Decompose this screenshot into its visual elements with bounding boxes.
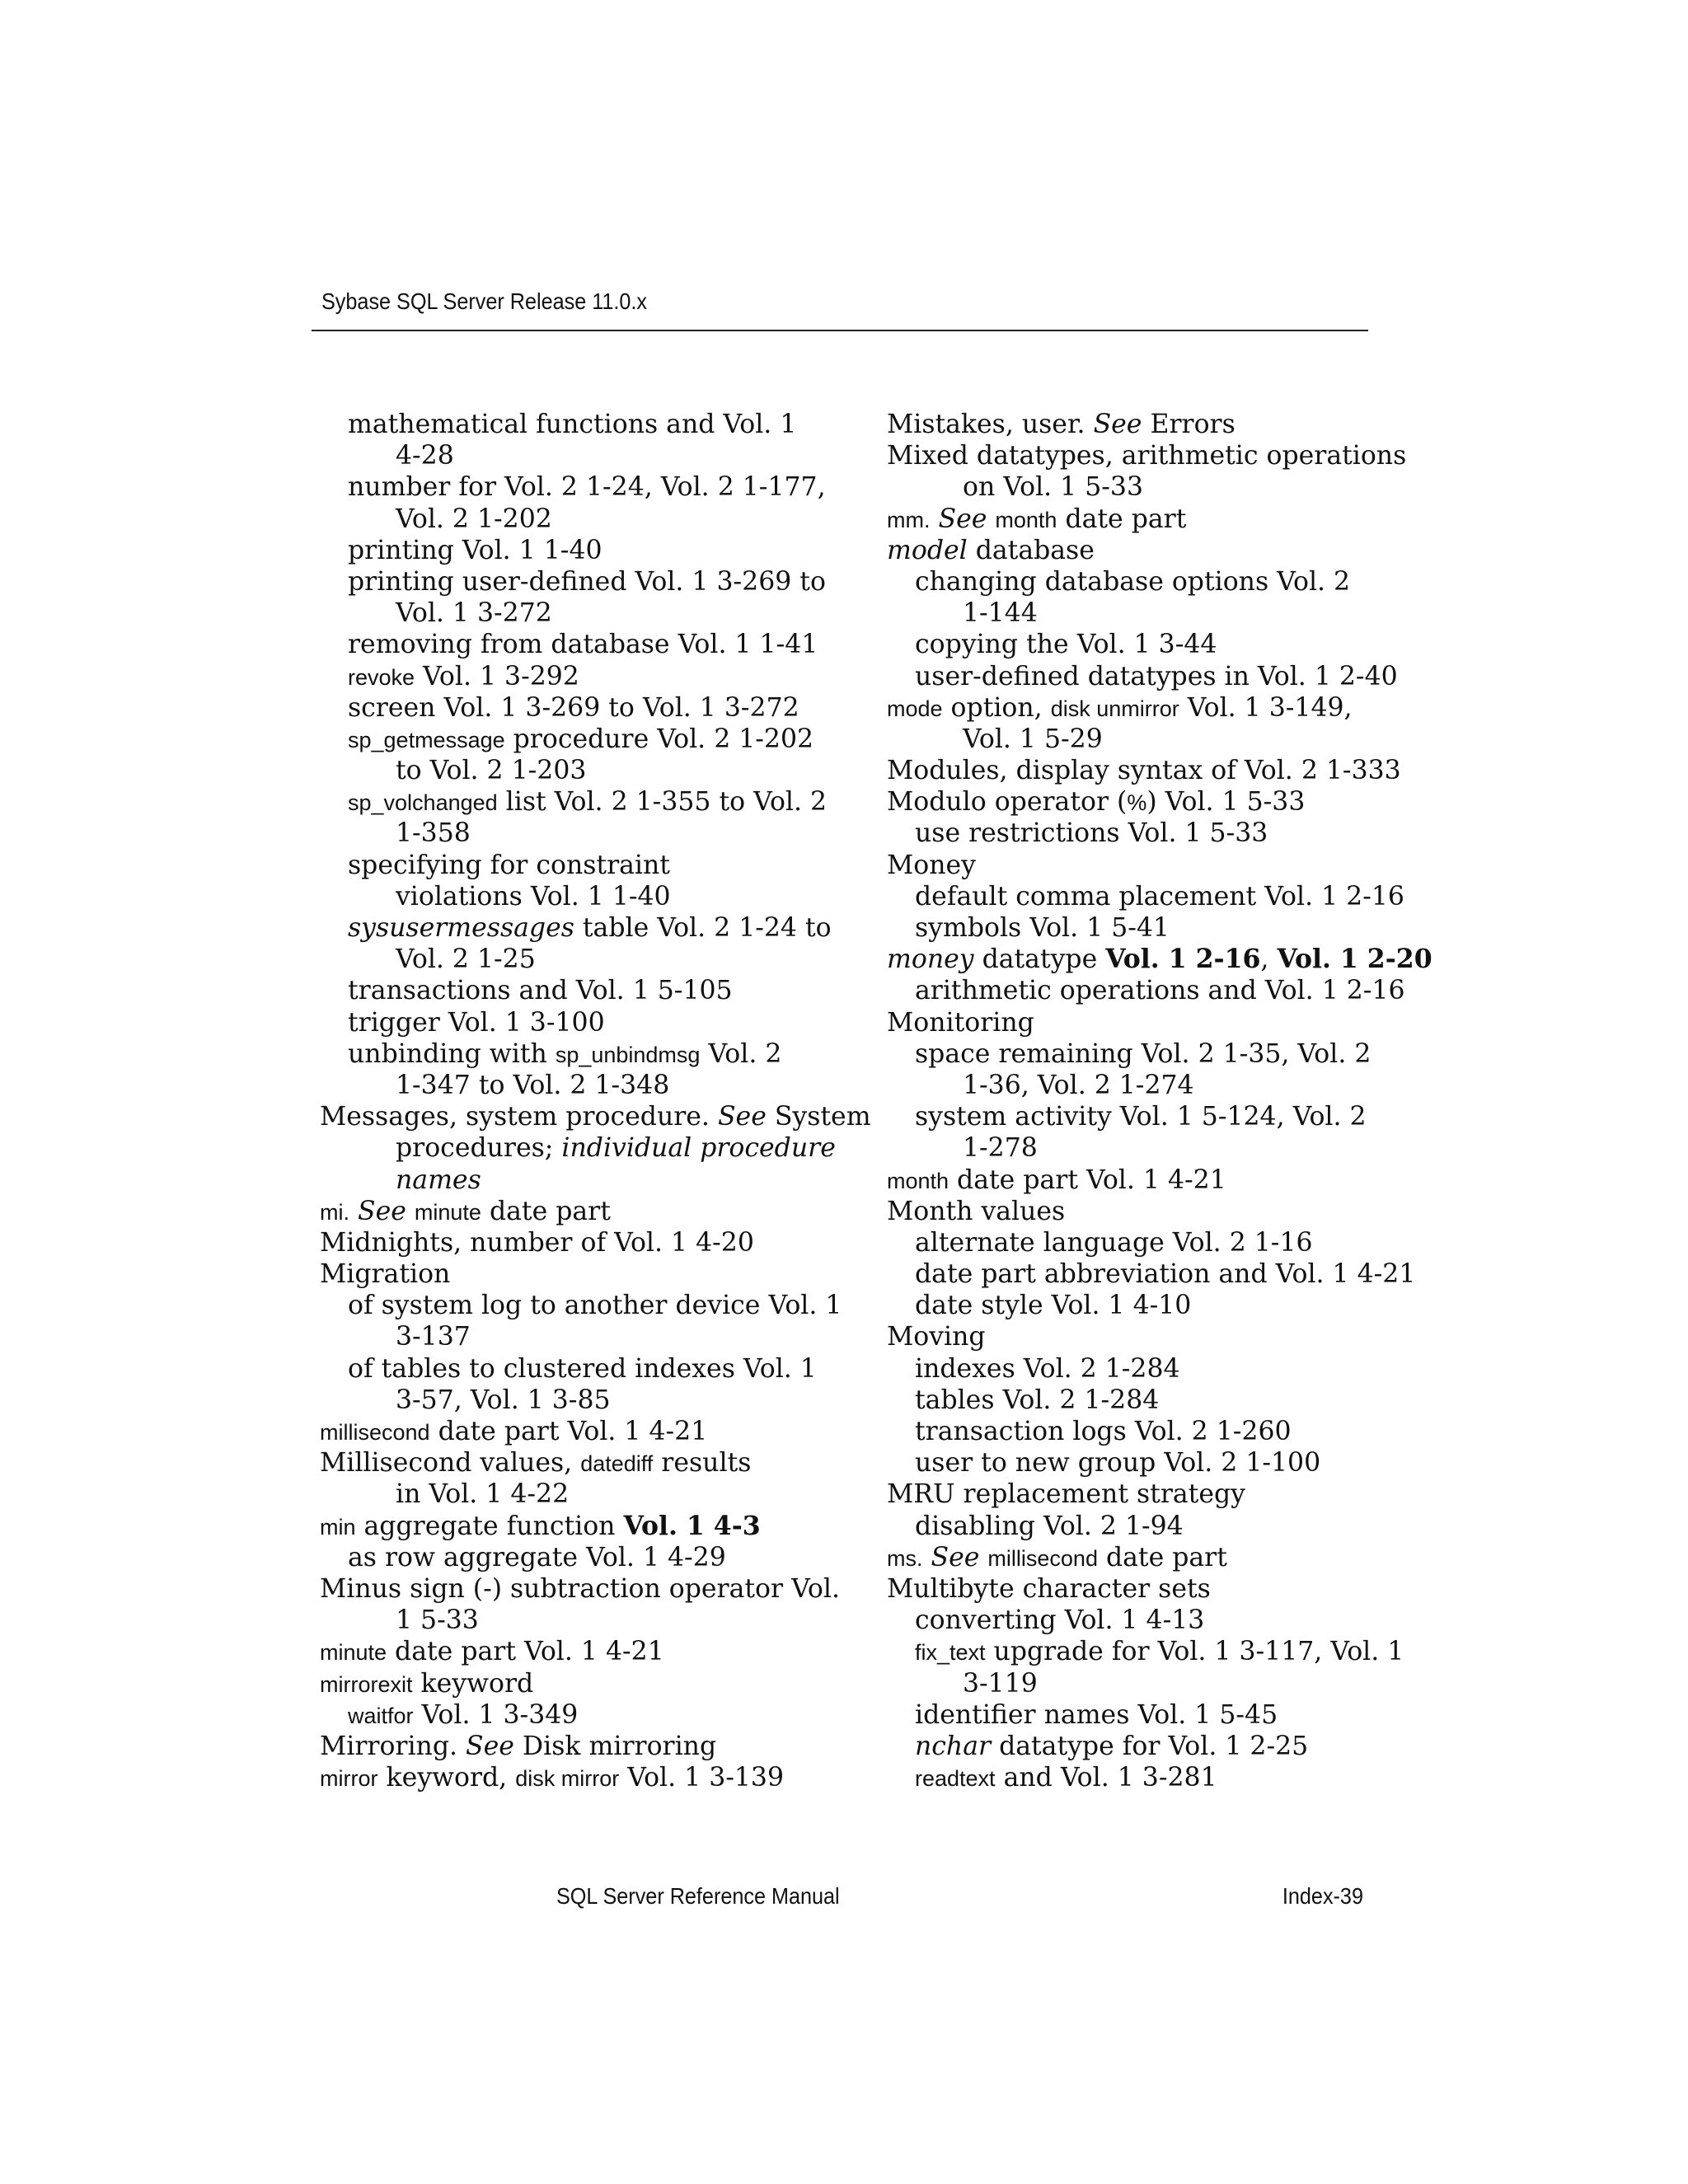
index-text: date part Vol. 1 4-21 <box>949 1165 1226 1195</box>
index-text: keyword, <box>377 1763 516 1793</box>
index-text: identifier names Vol. 1 5-45 <box>915 1699 1278 1730</box>
index-subentry <box>887 724 1381 755</box>
index-text: Modulo operator ( <box>887 787 1128 818</box>
index-text: default comma placement Vol. 1 2-16 <box>915 881 1404 912</box>
index-subentry <box>887 1132 1381 1164</box>
index-text <box>987 504 995 534</box>
index-text: , <box>1260 944 1278 975</box>
index-text: to Vol. 2 1-203 <box>396 756 587 786</box>
index-text: ) Vol. 1 5-33 <box>1146 787 1306 818</box>
index-text: date part abbreviation and Vol. 1 4-21 <box>915 1259 1416 1290</box>
index-text: symbols Vol. 1 5-41 <box>915 913 1170 943</box>
index-text: changing database options Vol. 2 <box>915 566 1351 597</box>
index-text: month <box>995 507 1057 532</box>
index-text: specifying for constraint <box>348 850 670 880</box>
index-text: procedures; <box>396 1133 562 1164</box>
index-entry <box>320 1101 871 1132</box>
index-text: Errors <box>1142 410 1236 439</box>
index-subentry <box>887 1447 1381 1479</box>
index-text: See <box>466 1731 514 1761</box>
index-subentry <box>320 661 831 692</box>
index-subentry <box>320 440 831 471</box>
index-text: upgrade for Vol. 1 3-117, Vol. 1 <box>985 1637 1404 1667</box>
index-text: Mirroring. <box>320 1731 467 1761</box>
index-text: mirrorexit <box>320 1671 413 1697</box>
index-subentry <box>887 566 1381 598</box>
index-text: date style Vol. 1 4-10 <box>915 1291 1192 1321</box>
index-text: Vol. 2 <box>700 1038 782 1069</box>
index-text: indexes Vol. 2 1-284 <box>915 1353 1180 1384</box>
index-subentry <box>320 818 831 849</box>
index-column-right <box>887 409 1432 1793</box>
index-text: database <box>967 535 1095 565</box>
index-entry <box>887 692 1381 724</box>
index-text: disabling Vol. 2 1-94 <box>915 1511 1184 1541</box>
index-text: results <box>653 1448 752 1479</box>
index-text: Migration <box>320 1259 451 1290</box>
index-text: 1-358 <box>396 818 471 849</box>
index-text: screen Vol. 1 3-269 to Vol. 1 3-272 <box>348 692 799 723</box>
index-text: Vol. 1 2-16 <box>1105 944 1261 975</box>
index-text: names <box>396 1165 481 1195</box>
index-text: % <box>1127 790 1147 816</box>
index-entry <box>887 440 1407 471</box>
index-subentry <box>320 850 831 881</box>
index-text: See <box>1093 410 1142 439</box>
index-subentry <box>887 881 1404 912</box>
index-text: disk unmirror <box>1050 696 1179 721</box>
index-text: user-defined datatypes in Vol. 1 2-40 <box>915 661 1398 691</box>
index-entry <box>887 504 1381 535</box>
index-text: user to new group Vol. 2 1-100 <box>915 1448 1321 1479</box>
index-text: money <box>887 944 974 975</box>
index-subentry <box>320 1290 842 1321</box>
index-entry <box>887 1321 1381 1352</box>
index-subentry <box>887 598 1381 629</box>
index-subentry <box>887 1038 1381 1070</box>
index-subentry <box>320 535 831 566</box>
index-text: Multibyte character sets <box>887 1573 1211 1604</box>
index-text: of system log to another device Vol. 1 <box>348 1291 842 1321</box>
index-text: nchar <box>915 1731 992 1761</box>
footer-manual-title: SQL Server Reference Manual <box>556 1883 840 1909</box>
index-text: unbinding with <box>348 1038 556 1069</box>
index-entry <box>320 1731 831 1762</box>
index-text: date part <box>1097 1542 1227 1572</box>
index-subentry <box>320 786 831 818</box>
index-entry <box>320 1636 831 1667</box>
footer-page-number: Index-39 <box>1282 1883 1363 1909</box>
index-text: sp_unbindmsg <box>555 1042 701 1067</box>
index-text: keyword <box>412 1668 534 1699</box>
index-column-left <box>320 409 871 1793</box>
index-text: Vol. 1 4-3 <box>623 1510 761 1541</box>
index-entry <box>887 755 1401 786</box>
index-subentry <box>887 1762 1381 1793</box>
index-text: date part Vol. 1 4-21 <box>387 1637 664 1667</box>
index-text: mathematical functions and Vol. 1 <box>348 410 797 439</box>
index-text: 1-36, Vol. 2 1-274 <box>963 1070 1194 1100</box>
index-entry <box>320 1227 831 1258</box>
index-text: See <box>931 1542 980 1572</box>
index-subentry <box>887 975 1405 1006</box>
index-text: arithmetic operations and Vol. 1 2-16 <box>915 976 1405 1006</box>
index-text: Vol. 2 1-202 <box>396 504 552 534</box>
index-text: fix_text <box>915 1640 986 1666</box>
index-text: space remaining Vol. 2 1-35, Vol. 2 <box>915 1038 1372 1069</box>
index-text: date part <box>481 1196 611 1226</box>
index-text: minute <box>320 1640 387 1666</box>
index-text: trigger Vol. 1 3-100 <box>348 1007 605 1038</box>
index-subentry <box>887 1668 1381 1699</box>
index-entry <box>320 1511 831 1542</box>
index-entry <box>320 1447 831 1479</box>
index-subentry <box>887 1353 1381 1385</box>
index-text: date part <box>1057 504 1187 534</box>
index-text: tables Vol. 2 1-284 <box>915 1385 1160 1415</box>
index-subentry <box>320 1353 831 1385</box>
index-subentry <box>320 944 831 975</box>
index-text: Moving <box>887 1322 986 1352</box>
index-text: 1 5-33 <box>396 1605 479 1636</box>
index-text: minute <box>414 1199 481 1225</box>
index-text: See <box>717 1102 767 1132</box>
index-text: of tables to clustered indexes Vol. 1 <box>348 1353 817 1384</box>
index-text: Vol. 2 1-25 <box>396 944 536 975</box>
index-text: Millisecond values, <box>320 1448 581 1479</box>
index-text: individual procedure <box>561 1133 836 1164</box>
index-text: readtext <box>915 1766 996 1792</box>
index-text: mm. <box>887 507 931 532</box>
index-subentry <box>320 881 831 912</box>
index-entry <box>887 850 1381 881</box>
index-subentry <box>320 1699 831 1731</box>
index-entry <box>887 1165 1381 1196</box>
index-subentry <box>887 912 1381 944</box>
index-subentry <box>320 629 831 660</box>
index-subentry <box>887 1070 1381 1101</box>
index-text: mi. <box>320 1199 349 1225</box>
index-text: 1-278 <box>963 1133 1038 1164</box>
index-text: 1-144 <box>963 598 1038 629</box>
index-subentry <box>320 566 831 598</box>
index-text: System <box>766 1102 871 1132</box>
index-text: option, <box>942 692 1051 723</box>
index-subentry <box>320 471 831 503</box>
index-subentry <box>320 1165 831 1196</box>
index-text: disk mirror <box>515 1766 620 1792</box>
index-text: removing from database Vol. 1 1-41 <box>348 630 818 660</box>
index-text: aggregate function <box>355 1511 624 1541</box>
index-subentry <box>320 1132 836 1164</box>
index-text: Disk mirroring <box>513 1731 717 1761</box>
index-text: copying the Vol. 1 3-44 <box>915 630 1217 660</box>
index-text: See <box>938 504 987 534</box>
index-entry <box>887 535 1381 566</box>
index-entry <box>320 1196 831 1227</box>
index-text: alternate language Vol. 2 1-16 <box>915 1227 1313 1258</box>
index-subentry <box>320 1038 831 1070</box>
index-text <box>979 1543 987 1572</box>
index-text: Vol. 1 3-272 <box>396 598 552 629</box>
index-subentry <box>887 1699 1381 1731</box>
index-text: sp_getmessage <box>348 727 505 752</box>
index-text: converting Vol. 1 4-13 <box>915 1605 1205 1636</box>
index-text: mode <box>887 696 943 721</box>
index-text: use restrictions Vol. 1 5-33 <box>915 818 1268 849</box>
index-entry <box>320 1258 831 1290</box>
index-text: month <box>887 1168 950 1193</box>
index-text: Vol. 1 5-29 <box>963 724 1103 754</box>
index-text: Messages, system procedure. <box>320 1102 718 1132</box>
index-text: min <box>320 1514 356 1540</box>
index-subentry <box>887 1605 1381 1636</box>
index-text: datatype <box>973 944 1106 975</box>
index-entry <box>320 1762 831 1793</box>
index-text: Minus sign (-) subtraction operator Vol. <box>320 1573 840 1604</box>
index-text: Vol. 1 3-149, <box>1179 692 1353 723</box>
index-text: 3-119 <box>963 1668 1038 1699</box>
index-text: revoke <box>348 664 415 690</box>
index-text <box>930 504 938 534</box>
index-subentry <box>320 1321 831 1352</box>
index-subentry <box>320 692 831 724</box>
index-text: Mistakes, user. <box>887 410 1094 439</box>
index-text: See <box>358 1196 406 1226</box>
index-subentry <box>887 629 1381 660</box>
index-entry <box>887 944 1432 975</box>
index-subentry <box>887 1636 1404 1667</box>
index-text: millisecond <box>320 1420 430 1445</box>
index-entry <box>320 1416 831 1447</box>
index-subentry <box>887 1101 1381 1132</box>
index-text: mirror <box>320 1766 378 1792</box>
index-subentry <box>887 1227 1381 1258</box>
index-text: on Vol. 1 5-33 <box>963 472 1144 503</box>
index-text: list Vol. 2 1-355 to Vol. 2 <box>497 787 828 818</box>
index-text: in Vol. 1 4-22 <box>396 1479 570 1510</box>
index-text: 1-347 to Vol. 2 1-348 <box>396 1070 670 1100</box>
index-text: Month values <box>887 1196 1066 1226</box>
index-text: ms. <box>887 1545 923 1571</box>
index-entry <box>887 786 1381 818</box>
index-subentry <box>320 724 831 755</box>
index-text: Mixed datatypes, arithmetic operations <box>887 441 1407 471</box>
index-text <box>349 1197 358 1226</box>
index-entry <box>887 1479 1381 1510</box>
index-entry <box>887 1007 1381 1038</box>
running-header: Sybase SQL Server Release 11.0.x <box>321 288 648 314</box>
index-subentry <box>320 409 831 440</box>
index-subentry <box>887 471 1381 503</box>
index-text: sysusermessages <box>348 913 574 943</box>
index-text: violations Vol. 1 1-40 <box>396 881 671 912</box>
index-subentry <box>320 1070 831 1101</box>
index-text: datatype for Vol. 1 2-25 <box>991 1731 1309 1761</box>
index-text: datediff <box>580 1451 654 1477</box>
index-subentry <box>887 1416 1381 1447</box>
index-text: Money <box>887 850 976 880</box>
index-subentry <box>320 1385 831 1416</box>
index-text: sp_volchanged <box>348 790 498 816</box>
index-text: Midnights, number of Vol. 1 4-20 <box>320 1227 754 1258</box>
index-entry <box>320 1573 840 1605</box>
index-text: Vol. 1 3-349 <box>413 1699 579 1730</box>
index-subentry <box>887 1731 1381 1762</box>
index-text: printing Vol. 1 1-40 <box>348 535 603 565</box>
index-text: table Vol. 2 1-24 to <box>574 913 832 943</box>
index-text: 3-57, Vol. 1 3-85 <box>396 1385 611 1415</box>
index-subentry <box>320 598 831 629</box>
index-subentry <box>320 1605 831 1636</box>
index-subentry <box>320 1007 831 1038</box>
index-text: as row aggregate Vol. 1 4-29 <box>348 1542 726 1572</box>
index-subentry <box>887 661 1398 692</box>
index-text: Vol. 1 3-292 <box>415 661 579 691</box>
index-entry <box>887 1573 1381 1605</box>
header-rule <box>312 330 1368 331</box>
index-subentry <box>320 1542 831 1573</box>
index-text: model <box>887 535 968 565</box>
index-subentry <box>887 1385 1381 1416</box>
index-subentry <box>887 818 1381 849</box>
index-subentry <box>887 1258 1416 1290</box>
index-text: system activity Vol. 1 5-124, Vol. 2 <box>915 1102 1367 1132</box>
index-subentry <box>320 504 831 535</box>
index-entry <box>887 409 1381 440</box>
index-text: Modules, display syntax of Vol. 2 1-333 <box>887 756 1401 786</box>
index-text: date part Vol. 1 4-21 <box>429 1417 708 1446</box>
index-text: transactions and Vol. 1 5-105 <box>348 976 733 1006</box>
index-subentry <box>320 912 831 944</box>
index-text: procedure Vol. 2 1-202 <box>504 724 814 754</box>
index-text: 3-137 <box>396 1322 471 1352</box>
index-subentry <box>320 755 831 786</box>
index-text: 4-28 <box>396 441 454 471</box>
index-text: millisecond <box>987 1545 1098 1571</box>
index-subentry <box>320 975 831 1006</box>
index-subentry <box>887 1511 1381 1542</box>
index-entry <box>887 1542 1381 1573</box>
index-text: number for Vol. 2 1-24, Vol. 2 1-177, <box>348 472 826 503</box>
index-text: transaction logs Vol. 2 1-260 <box>915 1417 1292 1446</box>
index-text: Vol. 1 3-139 <box>619 1763 785 1793</box>
index-text: Vol. 1 2-20 <box>1277 944 1432 975</box>
index-subentry <box>320 1479 831 1510</box>
index-text: and Vol. 1 3-281 <box>995 1763 1217 1793</box>
index-text: Monitoring <box>887 1007 1034 1038</box>
index-text: printing user-defined Vol. 1 3-269 to <box>348 566 826 597</box>
index-text <box>406 1197 415 1226</box>
index-text: MRU replacement strategy <box>887 1479 1245 1510</box>
index-text <box>923 1543 931 1572</box>
index-text: waitfor <box>348 1703 414 1728</box>
index-entry <box>887 1196 1381 1227</box>
index-subentry <box>887 1290 1381 1321</box>
index-entry <box>320 1668 831 1699</box>
